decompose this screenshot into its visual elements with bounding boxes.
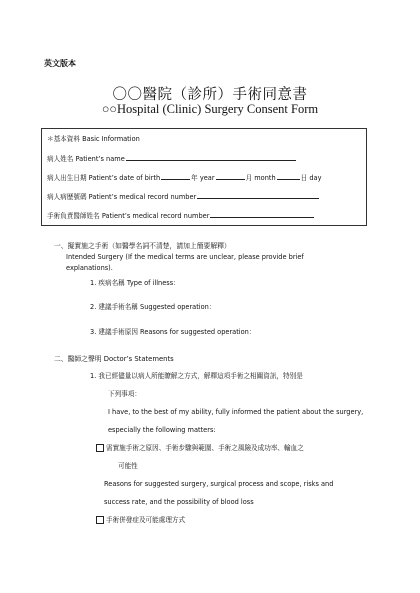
operation-reason-item: 3. 建議手術原因 Reasons for suggested operation：: [90, 328, 256, 336]
dob-day-label: 日 day: [300, 174, 322, 182]
complications-zh: 手術併發症及可能處理方式: [106, 516, 186, 524]
version-tag: 英文版本: [44, 59, 76, 68]
medical-record-label: 病人病歷號碼 Patient’s medical record number: [47, 193, 197, 201]
doctor-statement-en-line1: I have, to the best of my ability, fully informed the patient about the surgery,: [108, 408, 364, 416]
form-title-chinese: 〇〇醫院（診所）手術同意書: [112, 87, 308, 103]
suggested-operation-item: 2. 建議手術名稱 Suggested operation：: [90, 303, 216, 311]
patient-name-field[interactable]: [126, 153, 296, 161]
checkbox-row-reasons: [96, 444, 304, 453]
dob-year-label: 年 year: [191, 174, 215, 182]
doctor-statement-zh-line1: 1. 我已經儘量以病人所能瞭解之方式，解釋這項手術之相關資訊，特別是: [90, 372, 303, 380]
physician-row: [47, 210, 315, 221]
physician-label: 手術負責醫師姓名 Patient’s medical record number: [47, 212, 210, 220]
basic-information-box: [41, 128, 367, 226]
section2-heading: 二、醫師之聲明 Doctor’s Statements: [54, 355, 174, 363]
reasons-zh-line2: 可能性: [118, 462, 138, 470]
dob-month-label: 月 month: [245, 174, 276, 182]
doctor-statement-zh-line2: 下列事項：: [108, 390, 141, 398]
patient-dob-row: [47, 172, 321, 183]
medical-record-row: [47, 191, 320, 202]
basic-info-heading: ＊基本資料 Basic Information: [47, 135, 140, 143]
section1-intro-en-line2: explanations).: [66, 264, 113, 272]
patient-name-label: 病人姓名 Patient’s name: [47, 155, 125, 163]
section1-heading: 一、擬實施之手術（如醫學名詞不清楚，請加上簡要解釋）: [54, 242, 231, 250]
physician-field[interactable]: [210, 210, 314, 218]
reasons-en-line1: Reasons for suggested surgery, surgical process and scope, risks and: [104, 480, 334, 488]
patient-name-row: [47, 153, 297, 164]
reasons-en-line2: success rate, and the possibility of blood loss: [104, 498, 254, 506]
section1-intro-en-line1: Intended Surgery (If the medical terms are unclear, please provide brief: [66, 253, 304, 261]
dob-label: 病人出生日期 Patient’s date of birth: [47, 174, 161, 182]
reasons-checkbox[interactable]: [96, 444, 104, 452]
dob-year-field[interactable]: [161, 172, 190, 180]
checkbox-row-complications: [96, 516, 185, 525]
medical-record-field[interactable]: [197, 191, 319, 199]
doctor-statement-en-line2: especially the following matters:: [108, 426, 216, 434]
reasons-zh-line1: 需實施手術之原因、手術步驟與範圍、手術之風險及成功率、輸血之: [106, 444, 304, 452]
complications-checkbox[interactable]: [96, 516, 104, 524]
dob-day-field[interactable]: [277, 172, 300, 180]
form-title-english: ○○Hospital (Clinic) Surgery Consent Form: [101, 102, 319, 116]
dob-month-field[interactable]: [216, 172, 245, 180]
illness-type-item: 1. 疾病名稱 Type of illness：: [90, 279, 180, 287]
